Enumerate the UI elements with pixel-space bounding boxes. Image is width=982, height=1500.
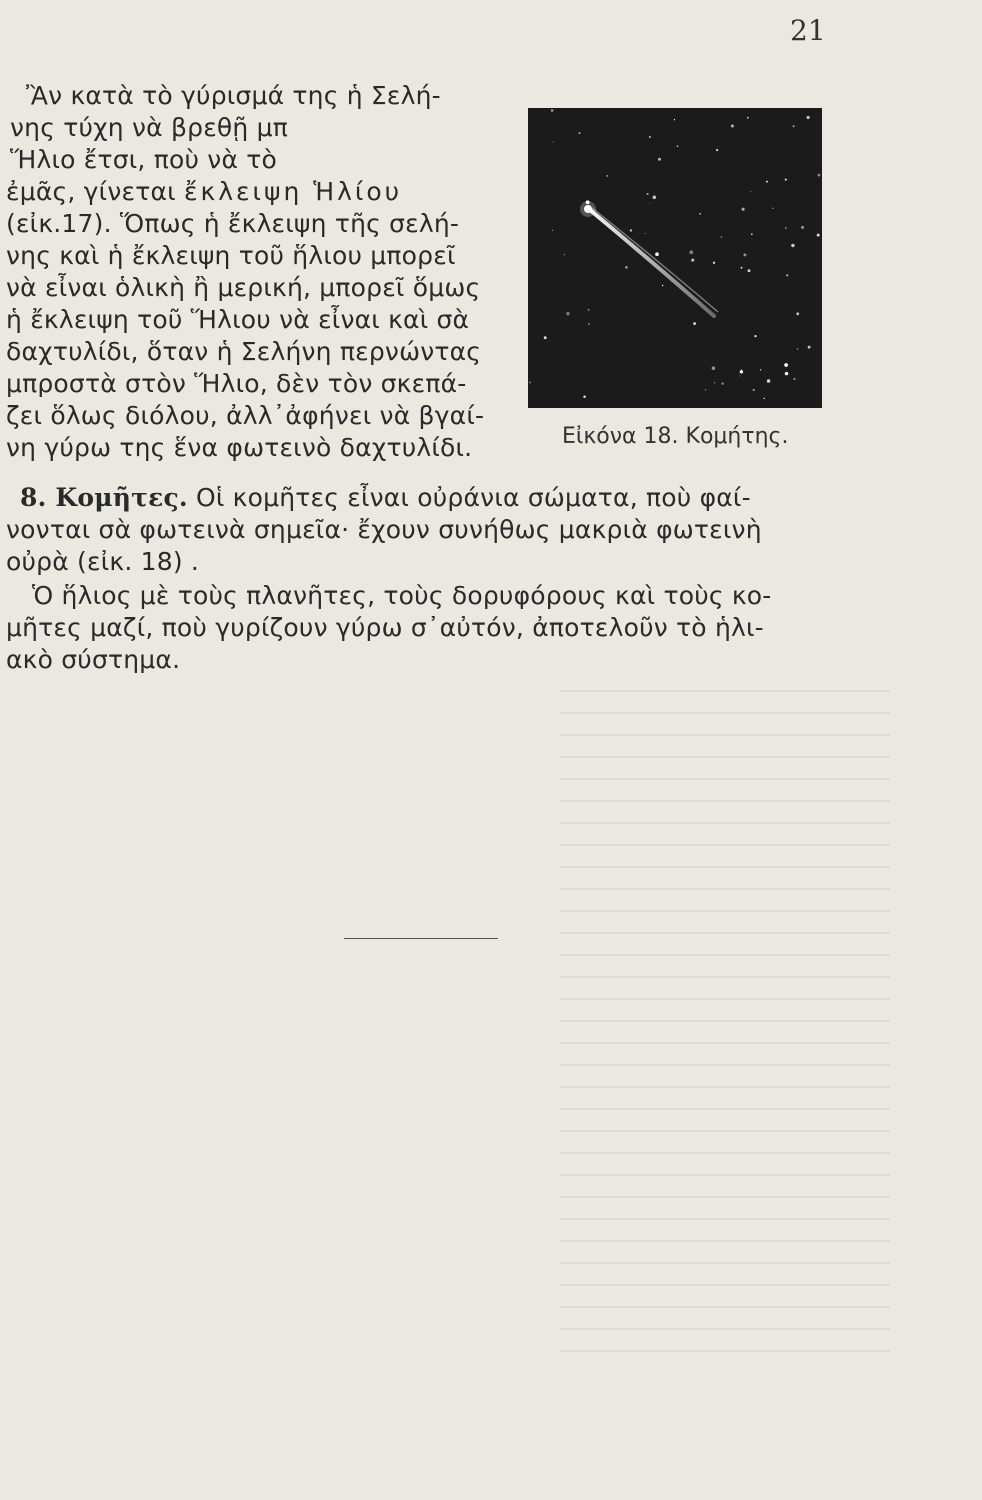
text-line: Ἥλιο ἔτσι, ποὺ νὰ τὸ — [10, 145, 278, 174]
star — [655, 252, 659, 256]
bleed-through-shadow — [560, 690, 890, 1370]
star — [785, 372, 788, 375]
star — [767, 379, 771, 383]
comet-image — [528, 108, 822, 408]
star — [716, 149, 718, 151]
text-line: Ἂν κατὰ τὸ γύρισμά της ἡ Σελή- — [26, 81, 441, 110]
text-line: οὐρὰ (εἰκ. 18) . — [6, 547, 200, 576]
star — [796, 312, 799, 315]
star — [808, 346, 811, 349]
star — [753, 389, 755, 391]
star — [748, 269, 751, 272]
star — [566, 312, 570, 316]
star — [721, 382, 723, 384]
star — [807, 116, 810, 119]
star — [721, 236, 722, 237]
star — [544, 336, 547, 339]
star — [551, 109, 554, 112]
star — [760, 369, 761, 370]
star — [763, 398, 764, 399]
text-line: μῆτες μαζί, ποὺ γυρίζουν γύρω σ᾽αὐτόν, ἀποτελοῦν τὸ ἡλι- — [6, 613, 764, 642]
section-heading: 8. Κομῆτες. — [20, 483, 188, 512]
star — [766, 181, 768, 183]
star — [742, 208, 745, 211]
comet-glow — [580, 201, 596, 217]
star — [691, 258, 694, 261]
star — [647, 193, 649, 195]
star — [579, 132, 581, 134]
star — [705, 389, 707, 391]
text-line: νης τύχη νὰ βρεθῇ μπ — [10, 113, 288, 142]
star — [588, 323, 590, 325]
text-line — [20, 482, 751, 514]
emphasized-term: ἔκλειψη Ἡλίου — [183, 177, 403, 206]
star — [606, 175, 608, 177]
star — [801, 226, 804, 229]
star — [793, 378, 795, 380]
star — [553, 141, 554, 142]
text-line: νης καὶ ἡ ἔκλειψη τοῦ ἥλιου μπορεῖ — [6, 241, 456, 270]
star — [625, 266, 628, 269]
star — [658, 158, 661, 161]
text-line: (εἰκ.17). Ὅπως ἡ ἔκλειψη τῆς σελή- — [6, 209, 460, 238]
star — [784, 363, 788, 367]
star — [750, 191, 751, 192]
star — [741, 267, 743, 269]
star — [588, 309, 590, 311]
text-line: Ὁ ἥλιος μὲ τοὺς πλανῆτες, τοὺς δορυφόρους καὶ τοὺς κο- — [32, 581, 772, 610]
text-line: ζει ὅλως διόλου, ἀλλ᾽ἀφήνει νὰ βγαί- — [6, 401, 485, 430]
text-line: νὰ εἶναι ὁλικὴ ἢ μερική, μπορεῖ ὅμως — [6, 273, 481, 302]
text-line: νη γύρω της ἕνα φωτεινὸ δαχτυλίδι. — [6, 433, 473, 462]
star — [754, 335, 756, 337]
text-line: μπροστὰ στὸν Ἥλιο, δὲν τὸν σκεπά- — [6, 369, 467, 398]
star — [649, 136, 651, 138]
star — [713, 262, 715, 264]
star — [652, 195, 656, 199]
star — [785, 227, 787, 229]
section-divider — [344, 938, 498, 939]
star — [740, 370, 743, 373]
star — [699, 213, 701, 215]
text-fragment: ἐμᾶς, γίνεται — [6, 177, 176, 206]
star — [797, 348, 798, 349]
text-fragment: Οἱ κομῆτες εἶναι οὐράνια σώματα, ποὺ φαί- — [195, 483, 751, 512]
star — [817, 234, 820, 237]
text-line: ἡ ἔκλειψη τοῦ Ἥλιου νὰ εἶναι καὶ σὰ — [6, 305, 470, 334]
star — [564, 254, 565, 255]
star — [818, 174, 821, 177]
star — [645, 233, 646, 234]
text-line — [6, 176, 402, 208]
star — [772, 208, 773, 209]
figure-caption: Εἰκόνα 18. Κομήτης. — [562, 424, 789, 449]
text-line: δαχτυλίδι, ὅταν ἡ Σελήνη περνώντας — [6, 337, 482, 366]
star — [743, 253, 746, 256]
star — [712, 366, 716, 370]
star — [649, 203, 650, 204]
star — [739, 375, 740, 376]
page-number: 21 — [790, 14, 826, 47]
star — [689, 250, 693, 254]
star — [677, 145, 679, 147]
comet-figure — [528, 108, 822, 408]
text-line: νονται σὰ φωτεινὰ σημεῖα· ἔχουν συνήθως μακριὰ φωτεινὴ — [6, 515, 762, 544]
star — [785, 179, 787, 181]
star — [529, 382, 531, 384]
star — [791, 244, 794, 247]
star — [674, 119, 675, 120]
star — [583, 395, 586, 398]
star — [731, 125, 734, 128]
star — [793, 125, 795, 127]
star — [693, 322, 696, 325]
star — [786, 274, 788, 276]
star — [630, 229, 632, 231]
star — [714, 382, 715, 383]
star — [751, 233, 753, 235]
star — [552, 230, 553, 231]
star — [662, 285, 663, 286]
text-line: ακὸ σύστημα. — [6, 645, 181, 674]
star — [747, 117, 749, 119]
